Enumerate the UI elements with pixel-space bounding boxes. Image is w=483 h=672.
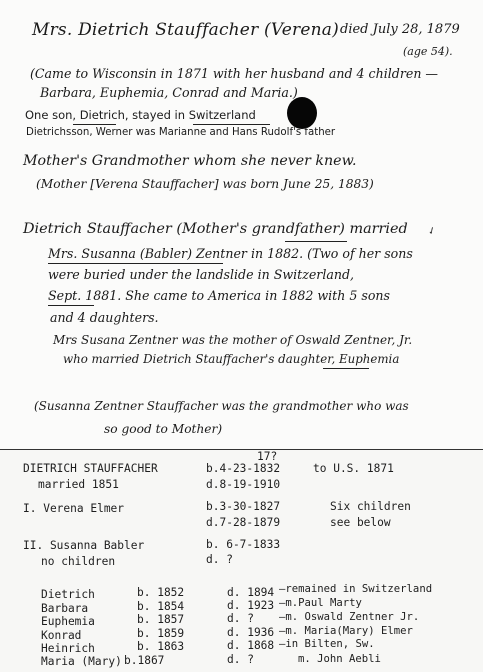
came-to-america-line: Sept. 1881. She came to America in 1882 with 5 sons — [48, 288, 390, 303]
child-died: d. 1894 — [227, 586, 275, 599]
child-died: d. 1923 — [227, 599, 275, 612]
wife1-born: b.3-30-1827 — [206, 500, 281, 513]
grandmother-good-line: (Susanna Zentner Stauffacher was the grandmother who was — [34, 399, 409, 413]
wife1-died: d.7-28-1879 — [206, 516, 281, 529]
child-row: Dietrich — [41, 588, 95, 601]
landslide-line: were buried under the landslide in Switzerland, — [48, 267, 355, 282]
wife1-note2: see below — [330, 516, 391, 529]
child-note: —remained in Switzerland — [279, 583, 433, 595]
child-died: d. 1936 — [227, 626, 275, 639]
underline-susanna — [48, 263, 223, 264]
child-died: d. 1868 — [227, 639, 275, 652]
good-to-mother-line: so good to Mother) — [104, 422, 223, 436]
child-row: Barbara — [41, 602, 89, 615]
head-died: d.8-19-1910 — [206, 478, 281, 491]
child-born: b. 1857 — [137, 613, 185, 626]
underline-switzerland — [193, 124, 270, 125]
heading-mrs-dietrich: Mrs. Dietrich Stauffacher (Verena) — [32, 20, 339, 40]
mother-born-line: (Mother [Verena Stauffacher] was born June 25, 1883) — [36, 177, 374, 191]
werner-note: Dietrichsson, Werner was Marianne and Hans Rudolf's father — [26, 127, 336, 138]
wife2-died: d. ? — [206, 553, 233, 566]
child-row: Heinrich — [41, 642, 95, 655]
head-married: married 1851 — [38, 478, 119, 491]
wife1-note1: Six children — [330, 500, 411, 513]
child-born: b. 1854 — [137, 600, 185, 613]
wife2-name: II. Susanna Babler — [23, 539, 145, 552]
child-note: m. John Aebli — [298, 653, 381, 665]
dietrich-married-line: Dietrich Stauffacher (Mother's grandfather) married — [23, 221, 408, 237]
wife2-born: b. 6-7-1833 — [206, 538, 281, 551]
head-born: b.4-23-1832 — [206, 462, 281, 475]
child-born: b. 1852 — [137, 586, 185, 599]
child-row: Konrad — [41, 629, 82, 642]
married-euphemia-line: who married Dietrich Stauffacher's daughter, Euphemia — [63, 352, 400, 366]
underline-daughter — [323, 368, 369, 369]
child-note: —m. Maria(Mary) Elmer — [279, 625, 413, 637]
wife1-name: I. Verena Elmer — [23, 502, 125, 515]
daughters-line: and 4 daughters. — [50, 310, 159, 325]
child-born: b.1867 — [124, 654, 165, 667]
child-note: —in Bilten, Sw. — [279, 638, 375, 650]
age-at-death: (age 54). — [403, 45, 453, 58]
mother-of-oswald-line: Mrs Susana Zentner was the mother of Oswald Zentner, Jr. — [53, 333, 413, 347]
child-born: b. 1863 — [137, 640, 185, 653]
children-names-line: Barbara, Euphemia, Conrad and Maria.) — [40, 85, 298, 100]
susanna-babler-line: Mrs. Susanna (Babler) Zentner in 1882. (Two of her sons — [48, 246, 413, 261]
tick-mark-icon: ✓ — [426, 224, 439, 239]
age-question: 17? — [257, 450, 278, 463]
wife2-sub: no children — [41, 555, 116, 568]
child-row: Maria (Mary) — [41, 655, 122, 668]
head-name: DIETRICH STAUFFACHER — [23, 462, 158, 475]
child-note: —m. Oswald Zentner Jr. — [279, 611, 420, 623]
ink-blot — [287, 97, 317, 129]
child-born: b. 1859 — [137, 627, 185, 640]
child-note: —m.Paul Marty — [279, 597, 362, 609]
child-died: d. ? — [227, 653, 254, 666]
son-stayed-note: One son, Dietrich, stayed in Switzerland — [25, 108, 256, 122]
child-row: Euphemia — [41, 615, 95, 628]
underline-dietrich — [73, 124, 116, 125]
mothers-grandmother-line: Mother's Grandmother whom she never knew. — [23, 153, 357, 169]
child-died: d. ? — [227, 612, 254, 625]
death-date: died July 28, 1879 — [340, 22, 460, 37]
came-to-wisconsin-line: (Came to Wisconsin in 1871 with her husband and 4 children — — [30, 66, 439, 81]
underline-sept — [48, 305, 94, 306]
underline-grandfather — [285, 241, 347, 242]
head-note: to U.S. 1871 — [313, 462, 394, 475]
